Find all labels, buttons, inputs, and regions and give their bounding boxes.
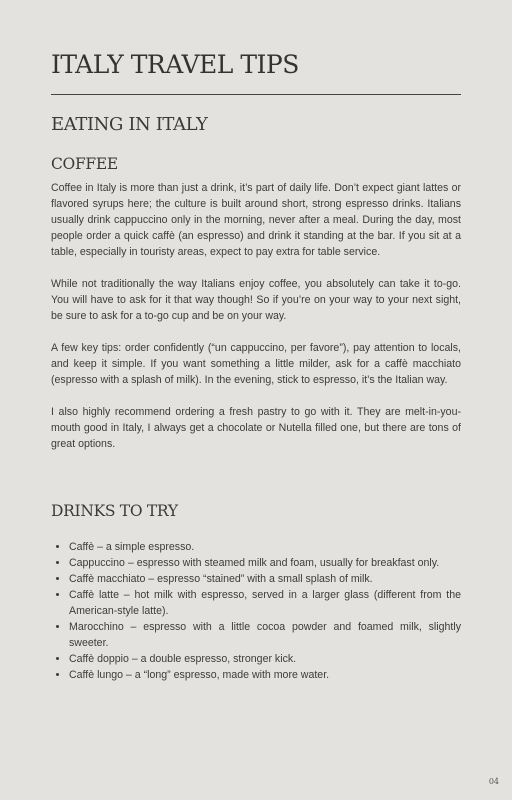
- list-item: • Cappuccino – espresso with steamed milk and foam, usually for breakfast only.: [69, 555, 461, 571]
- page-number: 04: [488, 777, 499, 786]
- title-divider: [51, 94, 461, 95]
- coffee-paragraph: While not traditionally the way Italians enjoy coffee, you absolutely can take it to-go. You will have to ask for it that way though! So if you’re on your way to your next sight, be sure to ask for a to-go cup and be on your way.: [51, 278, 461, 322]
- list-item: • Marocchino – espresso with a little cocoa powder and foamed milk, slightly sweeter.: [69, 619, 461, 651]
- coffee-paragraph: A few key tips: order confidently (“un cappuccino, per favore”), pay attention to locals, and keep it simple. If you want something a little milder, ask for a caffè macchiato (espresso with a splash of milk). In the evening, stick to espresso, it’s the Italian way.: [51, 342, 461, 386]
- list-item: • Caffè macchiato – espresso “stained” with a small splash of milk.: [69, 571, 461, 587]
- coffee-body: [51, 180, 461, 468]
- section-title: EATING IN ITALY: [51, 114, 208, 135]
- coffee-paragraph: I also highly recommend ordering a fresh pastry to go with it. They are melt-in-you-mouth good in Italy, I always get a chocolate or Nutella filled one, but there are tons of great options.: [51, 406, 461, 450]
- drinks-list: [51, 539, 461, 683]
- list-item: • Caffè latte – hot milk with espresso, served in a larger glass (different from the American-style latte).: [69, 587, 461, 619]
- coffee-heading: COFFEE: [51, 155, 118, 173]
- document-page: [51, 0, 461, 800]
- list-item: • Caffè doppio – a double espresso, stronger kick.: [69, 651, 461, 667]
- list-item: • Caffè lungo – a “long” espresso, made with more water.: [69, 667, 461, 683]
- list-item: • Caffè – a simple espresso.: [69, 539, 461, 555]
- page-title: ITALY TRAVEL TIPS: [51, 50, 299, 79]
- coffee-paragraph: Coffee in Italy is more than just a drink, it’s part of daily life. Don’t expect giant lattes or flavored syrups here; the culture is built around short, strong espresso drinks. Italians usually drink cappuccino only in the morning, never after a meal. During the day, most people order a quick caffè (an espresso) and drink it standing at the bar. If you sit at a table, especially in touristy areas, expect to pay extra for table service.: [51, 182, 461, 258]
- drinks-heading: DRINKS TO TRY: [51, 502, 178, 520]
